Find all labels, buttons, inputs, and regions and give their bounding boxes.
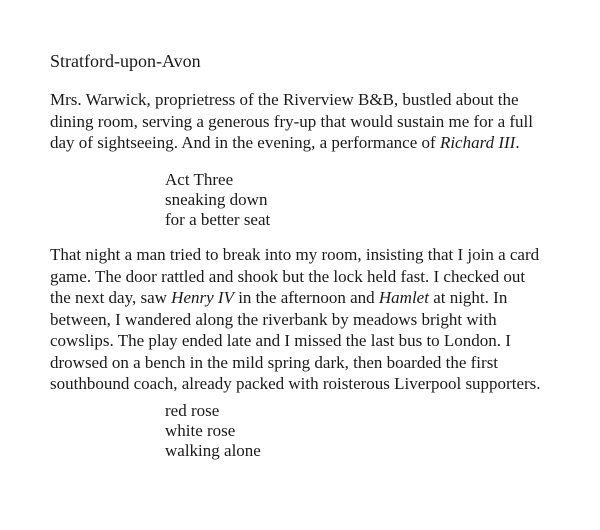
haiku-2 [165,401,261,461]
paragraph-1-line [50,89,600,111]
paragraph-2-line [50,266,600,288]
play-title-richard-iii: Richard III [439,133,516,152]
haiku-2-line: red rose [165,401,220,420]
paragraph-2-line [50,244,600,266]
text-run: day of sightseeing. And in the evening, a performance of [50,133,440,152]
paragraph-2-line [50,373,600,395]
text-run: in the afternoon and [233,288,379,307]
paragraph-1-line [50,132,600,154]
paragraph-1 [50,89,600,154]
text-run: cowslips. The play ended late and I missed the last bus to London. I [50,331,511,350]
play-title-henry-iv: Henry IV [171,288,234,307]
text-run: southbound coach, already packed with roisterous Liverpool supporters. [50,374,541,393]
paragraph-2-line [50,287,600,309]
haiku-1-line: for a better seat [165,210,271,229]
paragraph-2-line [50,330,600,352]
haiku-1-line: sneaking down [165,190,268,209]
play-title-hamlet: Hamlet [378,288,429,307]
paragraph-1-line [50,111,600,133]
text-run: at night. In [428,288,508,307]
haiku-2-line: walking alone [165,441,261,460]
text-run: . [515,133,520,152]
paragraph-2 [50,244,600,395]
text-run: between, I wandered along the riverbank by meadows bright with [50,309,497,329]
haiku-1-line: Act Three [165,170,234,189]
paragraph-2-line [50,309,600,331]
text-run: Mrs. Warwick, proprietress of the Riverview B&B, bustled about the [50,90,519,109]
haiku-1 [165,170,270,230]
text-run: drowsed on a bench in the mild spring dark, then boarded the first [50,352,499,372]
text-run: dining room, serving a generous fry-up that would sustain me for a full [50,111,533,131]
haiku-2-line: white rose [165,421,236,440]
text-run: the next day, saw [50,288,172,307]
text-run: game. The door rattled and shook but the lock held fast. I checked out [50,266,526,286]
text-run: That night a man tried to break into my room, insisting that I join a card [50,245,540,264]
page-title: Stratford-upon-Avon [50,51,201,71]
paragraph-2-line [50,352,600,374]
